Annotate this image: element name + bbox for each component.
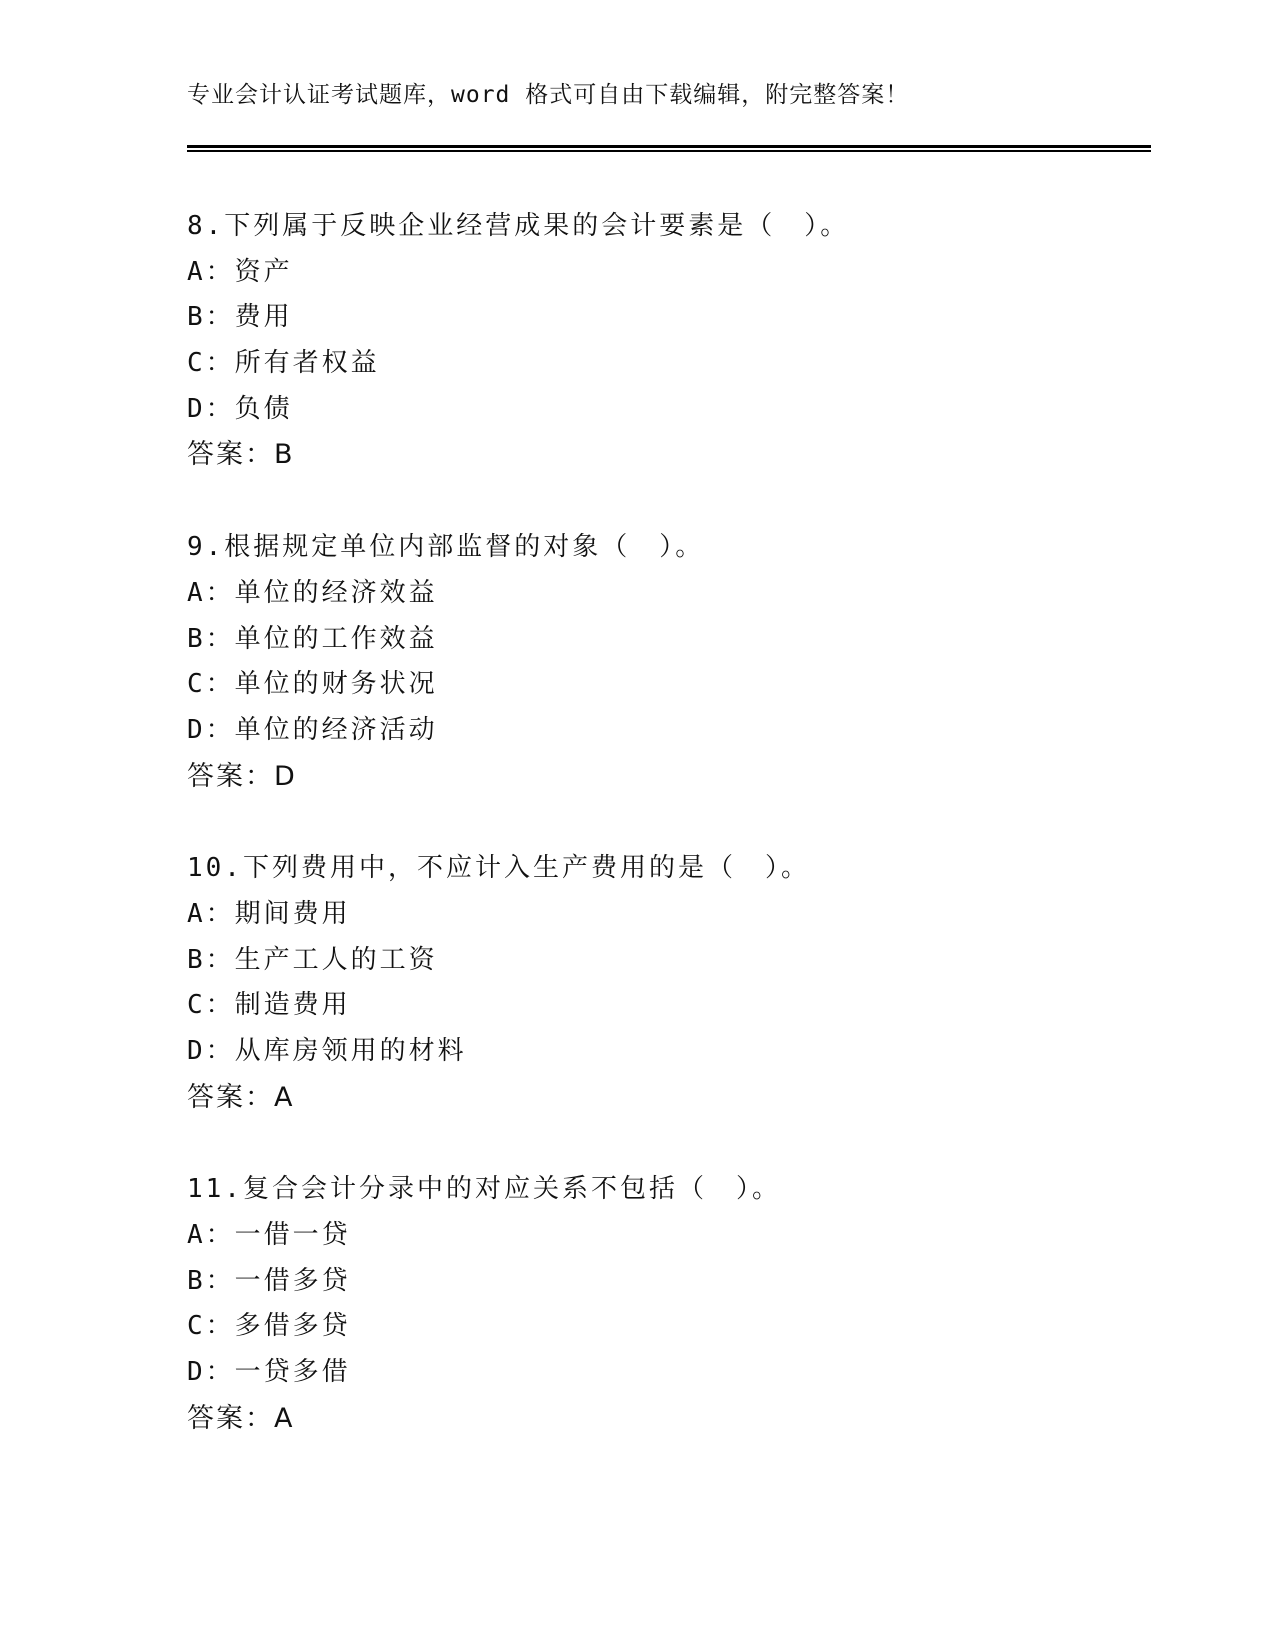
question-list: [187, 204, 1147, 1489]
option-d: D：一贷多借: [187, 1357, 351, 1388]
question-stem: 9.根据规定单位内部监督的对象（ ）。: [187, 532, 705, 563]
option-d: D：负债: [187, 393, 293, 424]
answer-text: 答案：D: [187, 760, 297, 792]
option-b: B：单位的工作效益: [187, 623, 438, 654]
header-rule-thick: [187, 145, 1151, 148]
option-b: B：一借多贷: [187, 1265, 351, 1296]
answer-text: 答案：A: [187, 1402, 295, 1434]
answer-text: 答案：A: [187, 1081, 295, 1113]
question-stem: 10.下列费用中，不应计入生产费用的是（ ）。: [187, 853, 810, 884]
page-header-text: 专业会计认证考试题库，word 格式可自由下载编辑，附完整答案！: [187, 82, 910, 108]
question-11: [187, 1167, 1147, 1441]
answer-text: 答案：B: [187, 439, 295, 471]
option-c: C：单位的财务状况: [187, 669, 438, 700]
option-a: A：期间费用: [187, 898, 351, 929]
option-d: D：单位的经济活动: [187, 714, 438, 745]
option-c: C：制造费用: [187, 990, 351, 1021]
option-c: C：所有者权益: [187, 348, 380, 379]
option-a: A：一借一贷: [187, 1220, 351, 1251]
question-10: [187, 846, 1147, 1120]
header-rule-thin: [187, 150, 1151, 152]
option-b: B：费用: [187, 302, 293, 333]
option-a: A：资产: [187, 256, 293, 287]
question-8: [187, 204, 1147, 478]
option-b: B：生产工人的工资: [187, 944, 438, 975]
option-a: A：单位的经济效益: [187, 577, 438, 608]
question-stem: 8.下列属于反映企业经营成果的会计要素是（ ）。: [187, 211, 850, 241]
option-c: C：多借多贷: [187, 1311, 351, 1342]
question-stem: 11.复合会计分录中的对应关系不包括（ ）。: [187, 1174, 781, 1205]
header-double-rule: [187, 145, 1151, 152]
option-d: D：从库房领用的材料: [187, 1036, 467, 1066]
question-9: [187, 525, 1147, 799]
